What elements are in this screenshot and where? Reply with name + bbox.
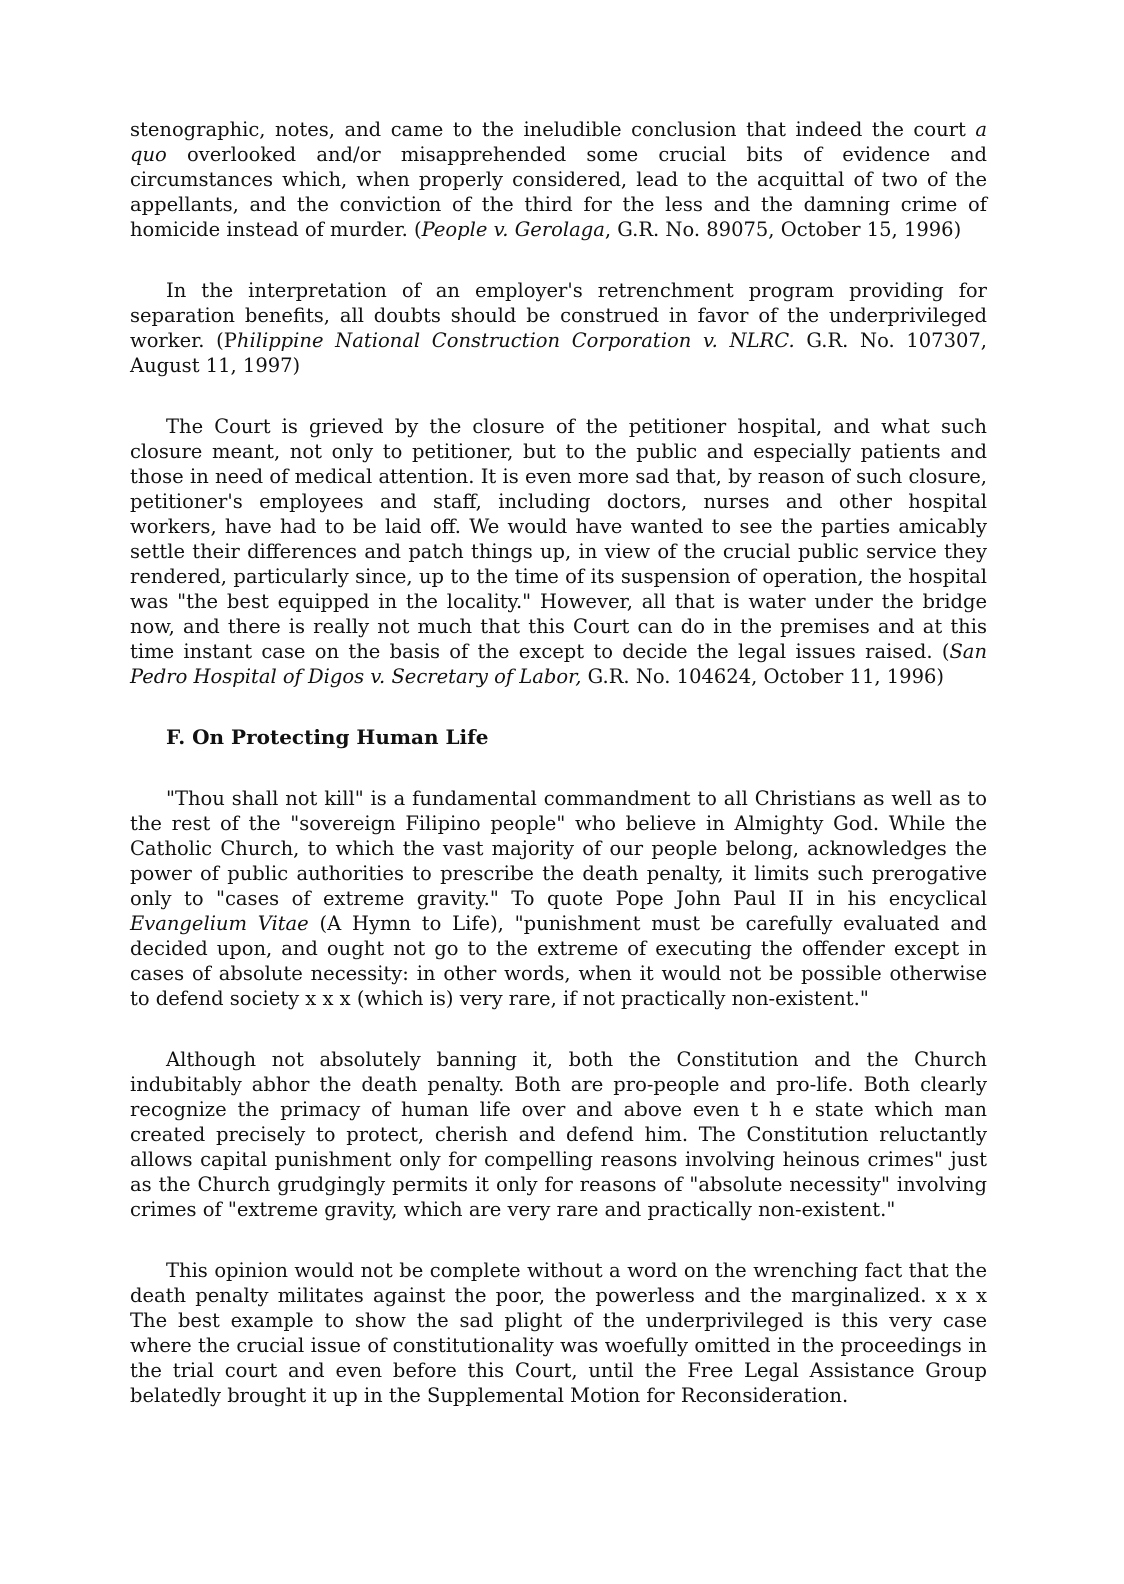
document-page: [130, 117, 987, 1408]
case-citation: San Pedro Hospital of Digos v. Secretary of Labor,: [130, 640, 987, 688]
text-segment: , G.R. No. 89075, October 15, 1996): [604, 218, 962, 241]
italic-term: a quo: [130, 118, 987, 166]
paragraph-underprivileged: This opinion would not be complete without a word on the wrenching fact that the death penalty militates against the poor, the powerless and the marginalized. x x x The best example to show the sad plight of the underprivileged is this very case where the crucial issue of constitutionality was woefully omitted in the proceedings in the trial court and even before this Court, until the Free Legal Assistance Group belatedly brought it up in the Supplemental Motion for Reconsideration.: [130, 1259, 987, 1407]
text-segment: The Court is grieved by the closure of the petitioner hospital, and what such closure meant, not only to petitioner, but to the public and especially patients and those in need of medical attention. It is even more sad that, by reason of such closure, petitioner's employees and staff, including doctors, nurses and other hospital workers, have had to be laid off. We would have wanted to see the parties amicably settle their differences and patch things up, in view of the crucial public service they rendered, particularly since, up to the time of its suspension of operation, the hospital was "the best equipped in the locality." However, all that is water under the bridge now, and there is really not much that this Court can do in the premises and at this time instant case on the basis of the except to decide the legal issues raised. (: [130, 415, 987, 663]
paragraph-retrenchment: [130, 278, 987, 378]
text-segment: G.R. No. 107307, August 11, 1997): [130, 329, 988, 377]
text-segment: In the interpretation of an employer's retrenchment program providing for separation benefits, all doubts should be construed in favor of the underprivileged worker. (P: [130, 279, 987, 352]
section-heading: F. On Protecting Human Life: [166, 725, 489, 749]
paragraph-death-penalty-abhor: Although not absolutely banning it, both the Constitution and the Church indubitably abhor the death penalty. Both are pro-people and pro-life. Both clearly recognize the primacy of human life over and above even t h e state which man created precisely to protect, cherish and defend him. The Constitution reluctantly allows capital punishment only for compelling reasons involving heinous crimes" just as the Church grudgingly permits it only for reasons of "absolute necessity" involving crimes of "extreme gravity, which are very rare and practically non-existent.": [130, 1048, 987, 1221]
paragraph-thou-shall-not-kill: [130, 786, 987, 1011]
text-segment: stenographic, notes, and came to the ineludible conclusion that indeed the court: [130, 118, 976, 141]
paragraph-gerolaga: [130, 117, 987, 242]
case-citation: People v. Gerolaga: [421, 218, 605, 241]
text-segment: overlooked and/or misapprehended some crucial bits of evidence and circumstances which, when properly considered, lead to the acquittal of two of the appellants, and the conviction of the third for the less and the damning crime of homicide instead of murder. (: [130, 143, 987, 241]
text-segment: G.R. No. 104624, October 11, 1996): [581, 665, 944, 688]
paragraph-hospital-closure: [130, 414, 987, 689]
text-segment: (A Hymn to Life), "punishment must be carefully evaluated and decided upon, and ought not go to the extreme of executing the offender except in cases of absolute necessity: in other words, when it would not be possible otherwise to defend society x x x (which is) very rare, if not practically non-existent.": [130, 912, 987, 1010]
encyclical-title: Evangelium Vitae: [130, 912, 309, 935]
text-segment: "Thou shall not kill" is a fundamental commandment to all Christians as well as to the rest of the "sovereign Filipino people" who believe in Almighty God. While the Catholic Church, to which the vast majority of our people belong, acknowledges the power of public authorities to prescribe the death penalty, it limits such prerogative only to "cases of extreme gravity." To quote Pope John Paul II in his encyclical: [130, 787, 987, 910]
case-citation: hilippine National Construction Corporation v. NLRC.: [236, 329, 795, 352]
